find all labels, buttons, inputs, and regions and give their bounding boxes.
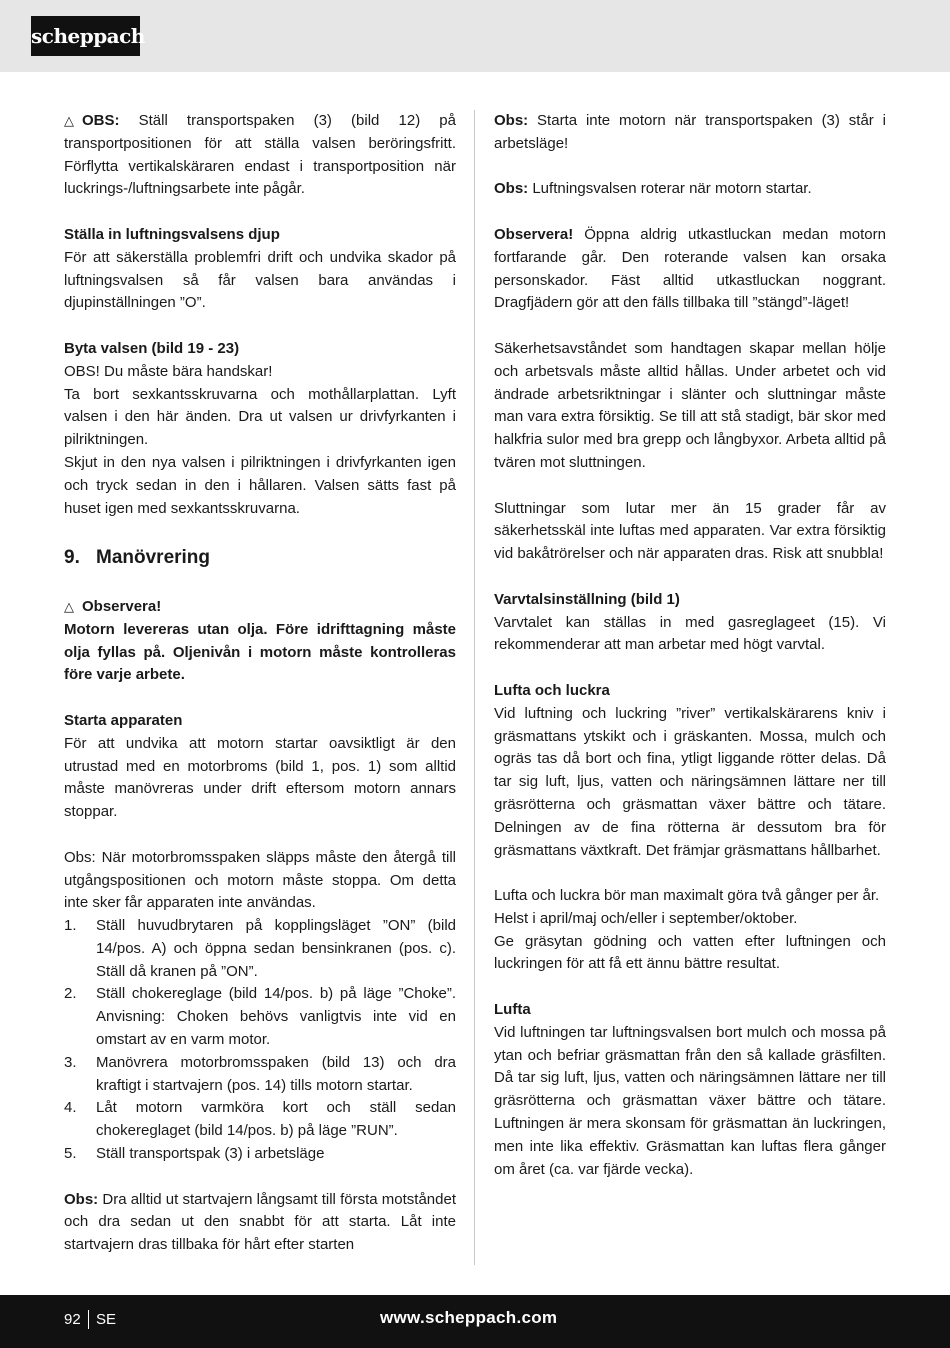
list-item: 1. Ställ huvudbrytaren på kopplingsläget ”ON” (bild 14/pos. A) och öppna sedan bensinkranen (pos. c). Ställ då kranen på ”ON”. [64, 917, 456, 980]
aerate-loosen-section: Lufta och luckra Vid luftning och luckring ”river” vertikalskärarens kniv i gräsmattans ytskikt och i gräskanten. Mossa, mulch och ogräs tas då bort och fina, ytligt liggande rötter delas. Då tar sig luft, ljus, vatten och näringsämnen lättare ner till gräsrötterna och gräsmattan växer bättre och tätare. Delningen av de fina rötterna är dessutom bra för gräsmattans växtkraft. Det främjar gräsmattans hållbarhet. [494, 681, 886, 859]
page-header [0, 0, 950, 72]
safety-distance-paragraph: Säkerhetsavståndet som handtagen skapar mellan hölje och arbetsvals måste alltid hållas. Under arbetet och vid ändrade arbetsriktningar i slänter och sluttningar måste man vara extra försiktig. Se till att stå stadigt, bär skor med halkfria sulor med bra grepp och långbyxor. Arbeta alltid på tvären mot sluttningen. [494, 339, 886, 471]
list-item: 5. Ställ transportspak (3) i arbetsläge [64, 1145, 325, 1163]
footer-separator [88, 1310, 89, 1329]
speed-section: Varvtalsinställning (bild 1) Varvtalet kan ställas in med gasreglageet (15). Vi rekommenderar att man arbetar med högt varvtal. [494, 590, 886, 654]
website-link[interactable]: www.scheppach.com [380, 1308, 558, 1327]
column-divider [474, 110, 475, 1265]
starter-cord-note: Obs: Dra alltid ut startvajern långsamt till första motståndet och dra sedan ut den snabbt för att starta. Låt inte startvajern dras tillbaka för hårt efter starten [64, 1190, 456, 1254]
aerate-loosen-heading: Lufta och luckra [494, 681, 610, 699]
start-section: Starta apparaten För att undvika att motorn startar oavsiktligt är den utrustad med en motorbroms (bild 1, pos. 1) som alltid måste manövreras under drift eftersom motorn annars stoppar. [64, 711, 456, 821]
language-code: SE [96, 1311, 117, 1328]
aerate-heading: Lufta [494, 1001, 531, 1019]
frequency-paragraph: Lufta och luckra bör man maximalt göra två gånger per år. Helst i april/maj och/eller i september/oktober. Ge gräsytan gödning och vatten efter luftningen och luckringen för att få ett ännu bättre resultat. [494, 887, 886, 973]
depth-section: Ställa in luftningsvalsens djup För att säkerställa problemfri drift och undvika skador på luftningsvalsen så får valsen bara användas i djupinställningen ”O”. [64, 225, 456, 312]
start-heading: Starta apparaten [64, 711, 183, 729]
right-column [494, 110, 886, 1181]
start-steps-list [64, 915, 456, 1166]
change-roller-heading: Byta valsen (bild 19 - 23) [64, 339, 240, 357]
aerate-section: Lufta Vid luftningen tar luftningsvalsen bort mulch och mossa på ytan och befriar gräsmattan från den så kallade gräsfilten. Då tar sig luft, ljus, vatten och näringsämnen lättare ner till gräsrötterna och gräsmattan växer bättre och tätare. Luftningen är mera skonsam för gräsmattan än luckringen, men inte lika effektiv. Gräsmattan kan luftas flera gånger om året (ca. var fjärde vecka). [494, 1001, 886, 1178]
change-roller-section: Byta valsen (bild 19 - 23) OBS! Du måste bära handskar! Ta bort sexkantsskruvarna och mothållarplattan. Lyft valsen i den här änden. Dra ut valsen ur drivfyrkanten i pilriktningen. Skjut in den nya valsen i pilriktningen i drivfyrkanten igen och tryck sedan in den i hållaren. Valsen sätts fast på huset igen med sexkantsskruvarna. [64, 339, 456, 517]
page-footer [0, 1295, 950, 1348]
section-heading-operation: 9. Manövrering [64, 547, 211, 569]
list-item: 2. Ställ chokereglage (bild 14/pos. b) på läge ”Choke”. Anvisning: Choken behövs vanligtvis inte vid en omstart av en varm motor. [64, 985, 456, 1049]
warning-triangle-icon: △ [64, 113, 74, 128]
slope-paragraph: Sluttningar som lutar mer än 15 grader får av säkerhetsskäl inte luftas med apparaten. Var extra försiktig vid bakåtrörelser och när apparaten dras. Risk att snubbla! [494, 499, 886, 563]
obs-label: OBS: [82, 112, 120, 129]
scheppach-logo: scheppach [31, 16, 140, 56]
warning-triangle-icon: △ [64, 598, 74, 614]
speed-heading: Varvtalsinställning (bild 1) [494, 590, 680, 608]
discharge-flap-note: Observera! Öppna aldrig utkastluckan medan motorn fortfarande går. Den roterande valsen kan orsaka personskador. Fäst alltid utkastluckan noggrant. Dragfjädern gör att den fälls tillbaka till ”stängd”-läget! [494, 225, 886, 312]
oil-caution: △ Observera! Motorn levereras utan olja. Före idrifttagning måste olja fyllas på. Oljenivån i motorn måste kontrolleras före varje arbete. [64, 597, 456, 684]
obs-start-note: Obs: Starta inte motorn när transportspaken (3) står i arbetsläge! [494, 112, 886, 152]
obs-rotation-note: Obs: Luftningsvalsen roterar när motorn startar. [494, 180, 812, 198]
list-item: 3. Manövrera motorbromsspaken (bild 13) och dra kraftigt i startvajern (pos. 14) tills motorn startar. [64, 1053, 456, 1094]
list-item: 4. Låt motorn varmköra kort och ställ sedan chokereglaget (bild 14/pos. b) på läge ”RUN”. [64, 1099, 456, 1140]
obs-transport-note: △ OBS: Ställ transportspaken (3) (bild 12) på transportpositionen för att ställa valsen beröringsfritt. Förflytta vertikalskäraren endast i transportposition när luckrings-/luftningsarbete inte pågår. [64, 112, 456, 198]
depth-heading: Ställa in luftningsvalsens djup [64, 225, 280, 243]
page-number: 92 [64, 1311, 81, 1328]
motor-brake-note: Obs: När motorbromsspaken släpps måste den återgå till utgångspositionen och motorn måste stoppa. Om detta inte sker får apparaten inte användas. [64, 848, 456, 912]
left-column [64, 110, 456, 1280]
